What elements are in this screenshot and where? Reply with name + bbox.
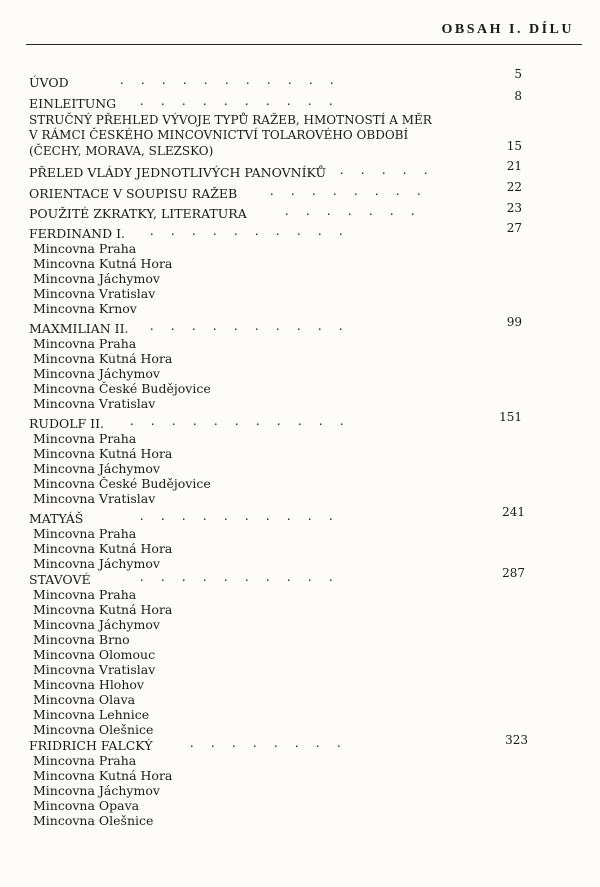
page-number: 21 bbox=[506, 159, 522, 173]
leader-dots: . . . . . bbox=[340, 163, 428, 178]
mint-item: Mincovna Olomouc bbox=[33, 647, 156, 662]
toc-entry-ruler[interactable]: RUDOLF II. bbox=[29, 416, 105, 431]
mint-item: Mincovna Jáchymov bbox=[33, 556, 160, 571]
page-number: 287 bbox=[502, 566, 525, 580]
page-number: 22 bbox=[506, 180, 522, 194]
toc-entry-ruler[interactable]: MATYÁŠ bbox=[29, 511, 84, 526]
mint-item: Mincovna Praha bbox=[33, 336, 137, 351]
toc-entry-prehled-line1[interactable]: STRUČNÝ PŘEHLED VÝVOJE TYPŮ RAŽEB, HMOTNOSTÍ A MĚR bbox=[29, 113, 432, 127]
mint-item: Mincovna Olešnice bbox=[33, 722, 154, 737]
mint-item: Mincovna Opava bbox=[33, 798, 140, 813]
leader-dots: . . . . . . . . . . bbox=[140, 94, 333, 109]
page-number: 8 bbox=[514, 89, 522, 103]
toc-entry-prehled-line2[interactable]: V RÁMCI ČESKÉHO MINCOVNICTVÍ TOLAROVÉHO OBDOBÍ bbox=[29, 128, 409, 142]
mint-item: Mincovna Kutná Hora bbox=[33, 541, 173, 556]
leader-dots: . . . . . . . . . . bbox=[150, 224, 343, 239]
mint-item: Mincovna Jáchymov bbox=[33, 271, 160, 286]
mint-item: Mincovna Lehnice bbox=[33, 707, 150, 722]
toc-entry-ruler[interactable]: FRIDRICH FALCKÝ bbox=[29, 738, 153, 753]
mint-item: Mincovna Kutná Hora bbox=[33, 351, 173, 366]
mint-item: Mincovna Praha bbox=[33, 241, 137, 256]
mint-item: Mincovna Jáchymov bbox=[33, 617, 160, 632]
mint-item: Mincovna Olešnice bbox=[33, 813, 154, 828]
mint-item: Mincovna Vratislav bbox=[33, 286, 156, 301]
page-number: 99 bbox=[506, 315, 522, 329]
page-number: 323 bbox=[505, 733, 528, 747]
toc-entry-prehled-line3[interactable]: (ČECHY, MORAVA, SLEZSKO) bbox=[29, 144, 214, 158]
mint-item: Mincovna Brno bbox=[33, 632, 130, 647]
mint-item: Mincovna Kutná Hora bbox=[33, 602, 173, 617]
mint-item: Mincovna Jáchymov bbox=[33, 783, 160, 798]
mint-item: Mincovna Praha bbox=[33, 431, 137, 446]
leader-dots: . . . . . . . . bbox=[270, 184, 421, 199]
toc-entry-panovnici[interactable]: PŘELED VLÁDY JEDNOTLIVÝCH PANOVNÍKŮ bbox=[29, 165, 326, 180]
toc-entry-ruler[interactable]: MAXMILIAN II. bbox=[29, 321, 129, 336]
mint-item: Mincovna Vratislav bbox=[33, 396, 156, 411]
leader-dots: . . . . . . . . . . . bbox=[130, 414, 344, 429]
toc-entry-orientace[interactable]: ORIENTACE V SOUPISU RAŽEB bbox=[29, 186, 238, 201]
page-number: 151 bbox=[499, 410, 522, 424]
leader-dots: . . . . . . . bbox=[285, 204, 415, 219]
leader-dots: . . . . . . . . . . bbox=[140, 570, 333, 585]
leader-dots: . . . . . . . . . . bbox=[150, 319, 343, 334]
leader-dots: . . . . . . . . . . . bbox=[120, 73, 334, 88]
toc-entry-ruler[interactable]: FERDINAND I. bbox=[29, 226, 125, 241]
mint-item: Mincovna České Budějovice bbox=[33, 381, 211, 396]
mint-item: Mincovna Praha bbox=[33, 587, 137, 602]
mint-item: Mincovna Vratislav bbox=[33, 662, 156, 677]
mint-item: Mincovna Krnov bbox=[33, 301, 137, 316]
leader-dots: . . . . . . . . . . bbox=[140, 509, 333, 524]
mint-item: Mincovna Kutná Hora bbox=[33, 446, 173, 461]
toc-entry-uvod[interactable]: ÚVOD bbox=[29, 75, 69, 90]
mint-item: Mincovna Vratislav bbox=[33, 491, 156, 506]
leader-dots: . . . . . . . . bbox=[190, 736, 341, 751]
mint-item: Mincovna Jáchymov bbox=[33, 366, 160, 381]
mint-item: Mincovna Praha bbox=[33, 753, 137, 768]
page-number: 241 bbox=[502, 505, 525, 519]
page-number: 15 bbox=[506, 139, 522, 153]
page-number: 23 bbox=[506, 201, 522, 215]
toc-entry-zkratky[interactable]: POUŽITÉ ZKRATKY, LITERATURA bbox=[29, 206, 247, 221]
page-number: 5 bbox=[514, 67, 522, 81]
mint-item: Mincovna Olava bbox=[33, 692, 136, 707]
mint-item: Mincovna České Budějovice bbox=[33, 476, 211, 491]
toc-entry-ruler[interactable]: STAVOVÉ bbox=[29, 572, 91, 587]
page-title: OBSAH I. DÍLU bbox=[441, 22, 574, 37]
mint-item: Mincovna Kutná Hora bbox=[33, 768, 173, 783]
page-number: 27 bbox=[506, 221, 522, 235]
mint-item: Mincovna Hlohov bbox=[33, 677, 144, 692]
mint-item: Mincovna Kutná Hora bbox=[33, 256, 173, 271]
toc-entry-einleitung[interactable]: EINLEITUNG bbox=[29, 96, 117, 111]
mint-item: Mincovna Praha bbox=[33, 526, 137, 541]
mint-item: Mincovna Jáchymov bbox=[33, 461, 160, 476]
